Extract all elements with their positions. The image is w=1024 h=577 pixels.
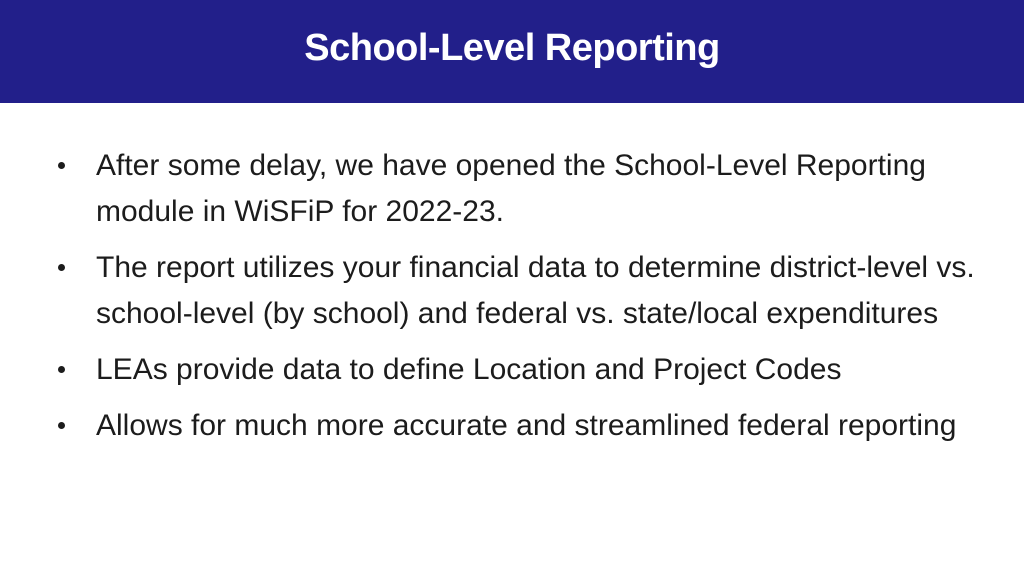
bullet-text: The report utilizes your financial data to determine district-level vs. school-level (by school) and federal vs. state/local expenditures	[96, 251, 975, 330]
bullet-item	[58, 143, 978, 235]
bullet-dot-icon	[58, 366, 65, 373]
bullet-list	[58, 143, 978, 459]
slide-title: School-Level Reporting	[304, 27, 720, 69]
bullet-text: Allows for much more accurate and streamlined federal reporting	[96, 409, 957, 442]
bullet-item	[58, 403, 978, 449]
title-bar	[0, 0, 1024, 103]
bullet-item	[58, 347, 978, 393]
bullet-dot-icon	[58, 422, 65, 429]
bullet-text: After some delay, we have opened the School-Level Reporting module in WiSFiP for 2022-23.	[96, 149, 926, 228]
bullet-item	[58, 245, 978, 337]
bullet-text: LEAs provide data to define Location and Project Codes	[96, 353, 842, 386]
bullet-dot-icon	[58, 264, 65, 271]
bullet-dot-icon	[58, 162, 65, 169]
